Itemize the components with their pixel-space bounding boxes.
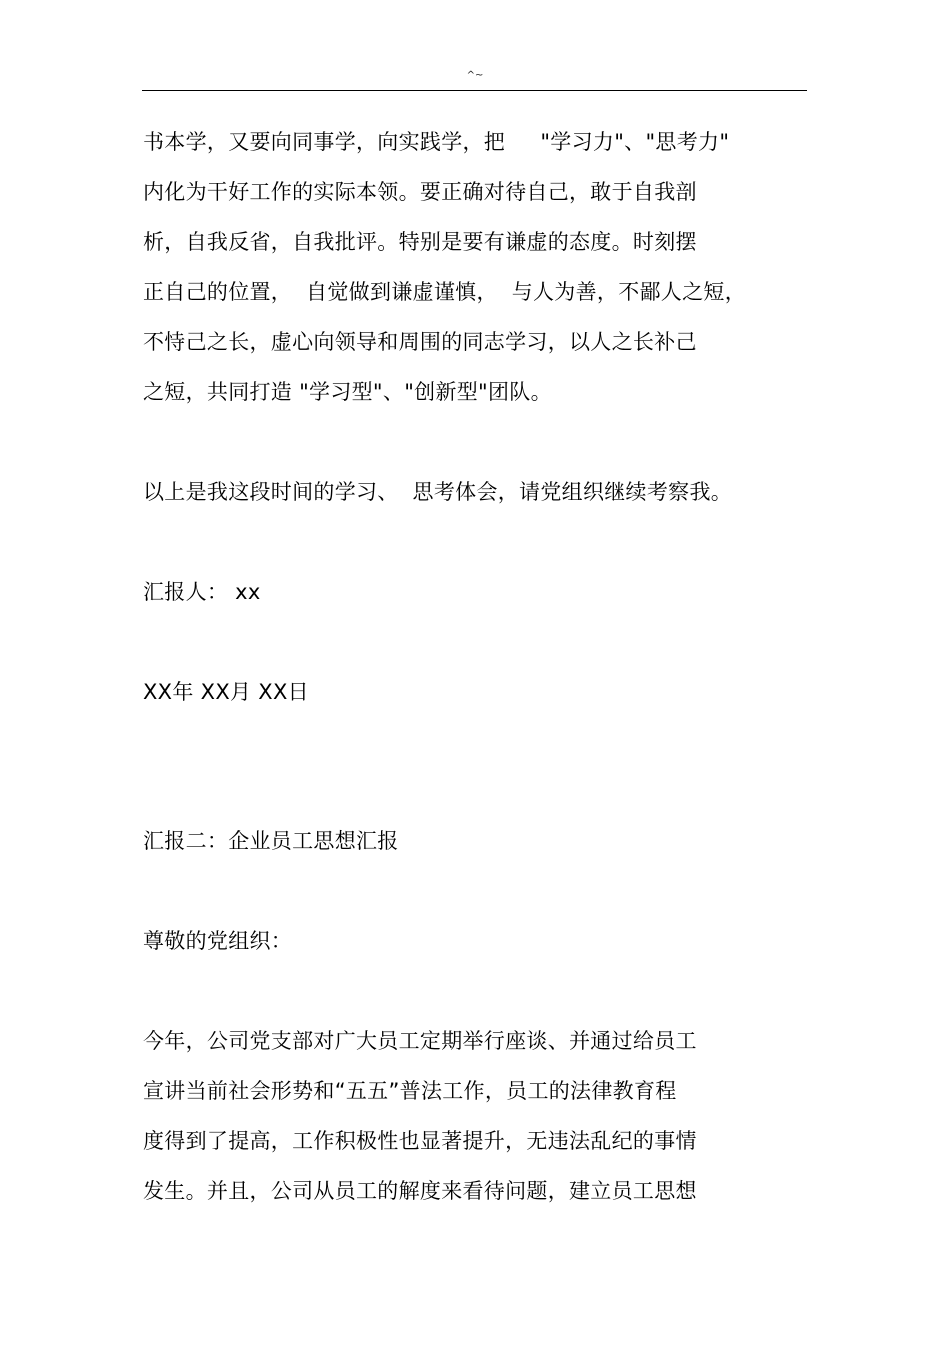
paragraph-line: 析，自我反省，自我批评。特别是要有谦虚的态度。时刻摆 xyxy=(143,230,697,254)
salutation: 尊敬的党组织： xyxy=(143,929,293,953)
header-rule xyxy=(142,90,807,91)
section-title: 汇报二：企业员工思想汇报 xyxy=(143,829,399,853)
paragraph-line: 之短，共同打造 "学习型"、"创新型"团队。 xyxy=(143,380,552,404)
paragraph-line: 正自己的位置， 自觉做到谦虚谨慎， 与人为善，不鄙人之短， xyxy=(143,280,746,304)
paragraph-line: 不恃己之长，虚心向领导和周围的同志学习，以人之长补己 xyxy=(143,330,697,354)
reporter-line: 汇报人： xx xyxy=(143,580,261,604)
paragraph-line: 内化为干好工作的实际本领。要正确对待自己，敢于自我剖 xyxy=(143,180,697,204)
paragraph-line: 宣讲当前社会形势和“五五”普法工作，员工的法律教育程 xyxy=(143,1079,677,1103)
paragraph-line: 发生。并且，公司从员工的解度来看待问题，建立员工思想 xyxy=(143,1179,697,1203)
date-line: XX年 XX月 XX日 xyxy=(143,680,309,704)
closing-statement: 以上是我这段时间的学习、 思考体会，请党组织继续考察我。 xyxy=(143,480,733,504)
page-header-mark: ^~ xyxy=(466,70,484,81)
paragraph-line: 今年，公司党支部对广大员工定期举行座谈、并通过给员工 xyxy=(143,1029,697,1053)
paragraph-line: 书本学，又要向同事学，向实践学，把 "学习力"、"思考力" xyxy=(143,130,730,154)
paragraph-line: 度得到了提高，工作积极性也显著提升，无违法乱纪的事情 xyxy=(143,1129,697,1153)
